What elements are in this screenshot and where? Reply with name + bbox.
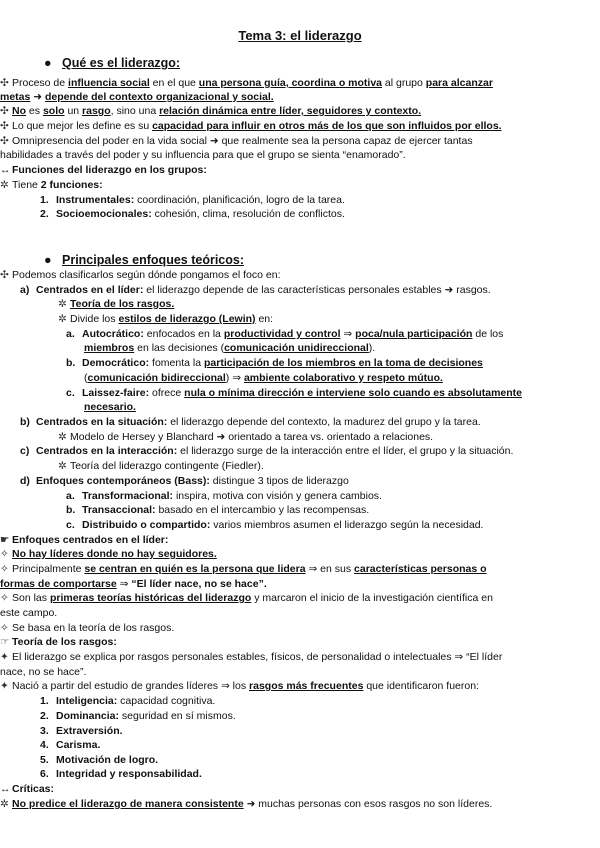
paragraph-line: nace, no se hace”. <box>0 666 87 678</box>
star-bullet-icon: ✲ <box>0 179 9 191</box>
list-item: 2. Dominancia: seguridad en sí mismos. <box>40 710 236 722</box>
paragraph-line: ✣ Omnipresencia del poder en la vida social ➜ que realmente sea la persona capaz de ejercer tantas <box>0 135 473 147</box>
section-heading-2: ● Principales enfoques teóricos: <box>44 253 244 267</box>
paragraph-line: habilidades a través del poder y su influencia para que el grupo se sienta “enamorado”. <box>0 149 406 161</box>
paragraph-line: ✣ No es solo un rasgo, sino una relación dinámica entre líder, seguidores y contexto. <box>0 105 422 117</box>
list-item-continuation: necesario. <box>84 401 136 413</box>
flower-bullet-icon: ✣ <box>0 105 9 117</box>
paragraph-line: ✦ Nació a partir del estudio de grandes líderes ⇒ los rasgos más frecuentes que identificaron fueron: <box>0 680 479 692</box>
list-item: d) Enfoques contemporáneos (Bass): distingue 3 tipos de liderazgo <box>20 475 349 487</box>
list-item-continuation: (comunicación bidireccional) ⇒ ambiente colaborativo y respeto mútuo. <box>84 372 443 384</box>
list-item: c. Laissez-faire: ofrece nula o mínima dirección e interviene solo cuando es absolutamente <box>66 387 522 399</box>
paragraph-line: ↔ Funciones del liderazgo en los grupos: <box>0 164 207 176</box>
star-bullet-icon: ✲ <box>58 298 67 310</box>
diamond-bullet-icon: ✧ <box>0 563 9 575</box>
four-point-star-icon: ✦ <box>0 680 9 692</box>
paragraph-line: ✲ Tiene 2 funciones: <box>0 179 103 191</box>
paragraph-line: ✦ El liderazgo se explica por rasgos personales estables, físicos, de personalidad o intelectuales ⇒ “El líder <box>0 651 503 663</box>
list-item: b) Centrados en la situación: el liderazgo depende del contexto, la madurez del grupo y la tarea. <box>20 416 481 428</box>
list-item: a. Transformacional: inspira, motiva con visión y genera cambios. <box>66 490 382 502</box>
list-item: 2. Socioemocionales: cohesión, clima, resolución de conflictos. <box>40 208 345 220</box>
star-bullet-icon: ✲ <box>58 460 67 472</box>
list-item: ✲ Divide los estilos de liderazgo (Lewin) en: <box>58 313 274 325</box>
paragraph-line: ☞ Teoría de los rasgos: <box>0 636 117 648</box>
star-bullet-icon: ✲ <box>58 313 67 325</box>
paragraph-line: ☛ Enfoques centrados en el líder: <box>0 534 169 546</box>
star-bullet-icon: ✲ <box>58 431 67 443</box>
paragraph-line: ↔ Críticas: <box>0 783 55 795</box>
list-item: c. Distribuido o compartido: varios miembros asumen el liderazgo según la necesidad. <box>66 519 484 531</box>
paragraph-line: ✣ Lo que mejor les define es su capacidad para influir en otros más de los que son influidos por ellos. <box>0 120 502 132</box>
list-item: ✲ Teoría del liderazgo contingente (Fiedler). <box>58 460 264 472</box>
section-heading-1: ● Qué es el liderazgo: <box>44 56 181 70</box>
list-item: 3. Extraversión. <box>40 725 123 737</box>
list-item-continuation: miembros en las decisiones (comunicación unidireccional). <box>84 342 376 354</box>
paragraph-line: ✧ Son las primeras teorías históricas del liderazgo y marcaron el inicio de la investigación científica en <box>0 592 493 604</box>
list-item: 1. Inteligencia: capacidad cognitiva. <box>40 695 216 707</box>
list-item: ✲ Teoría de los rasgos. <box>58 298 175 310</box>
list-item: a. Autocrático: enfocados en la productividad y control ⇒ poca/nula participación de los <box>66 328 504 340</box>
list-item: c) Centrados en la interacción: el liderazgo surge de la interacción entre el líder, el grupo y la situación. <box>20 445 514 457</box>
list-item: 6. Integridad y responsabilidad. <box>40 768 202 780</box>
page-title: Tema 3: el liderazgo <box>238 28 362 43</box>
list-item: 5. Motivación de logro. <box>40 754 159 766</box>
bullet-icon: ● <box>44 56 52 70</box>
paragraph-line: metas ➜ depende del contexto organizacional y social. <box>0 91 274 103</box>
flower-bullet-icon: ✣ <box>0 77 9 89</box>
paragraph-line: ✣ Podemos clasificarlos según dónde pongamos el foco en: <box>0 269 281 281</box>
paragraph-line: este campo. <box>0 607 58 619</box>
paragraph-line: ✲ No predice el liderazgo de manera consistente ➜ muchas personas con esos rasgos no son líderes. <box>0 798 493 810</box>
list-item: 4. Carisma. <box>40 739 101 751</box>
pointing-hand-icon: ☞ <box>0 636 10 648</box>
diamond-bullet-icon: ✧ <box>0 592 9 604</box>
bullet-icon: ● <box>44 253 52 267</box>
double-arrow-icon: ↔ <box>0 164 11 176</box>
list-item: ✲ Modelo de Hersey y Blanchard ➜ orientado a tarea vs. orientado a relaciones. <box>58 431 434 443</box>
list-item: b. Democrático: fomenta la participación de los miembros en la toma de decisiones <box>66 357 483 369</box>
paragraph-line: formas de comportarse ⇒ “El líder nace, no se hace”. <box>0 578 267 590</box>
star-bullet-icon: ✲ <box>0 798 9 810</box>
pointing-hand-icon: ☛ <box>0 534 10 546</box>
diamond-bullet-icon: ✧ <box>0 622 9 634</box>
list-item: b. Transaccional: basado en el intercambio y las recompensas. <box>66 504 370 516</box>
paragraph-line: ✧ No hay líderes donde no hay seguidores. <box>0 548 217 560</box>
paragraph-line: ✧ Se basa en la teoría de los rasgos. <box>0 622 175 634</box>
flower-bullet-icon: ✣ <box>0 269 9 281</box>
paragraph-line: ✧ Principalmente se centran en quién es la persona que lidera ⇒ en sus características personas o <box>0 563 487 575</box>
double-arrow-icon: ↔ <box>0 783 11 795</box>
four-point-star-icon: ✦ <box>0 651 9 663</box>
paragraph-line: ✣ Proceso de influencia social en el que una persona guía, coordina o motiva al grupo para alcanzar <box>0 77 493 89</box>
list-item: 1. Instrumentales: coordinación, planificación, logro de la tarea. <box>40 194 345 206</box>
flower-bullet-icon: ✣ <box>0 120 9 132</box>
flower-bullet-icon: ✣ <box>0 135 9 147</box>
list-item: a) Centrados en el líder: el liderazgo depende de las características personales estables ➜ rasgos. <box>20 284 491 296</box>
diamond-bullet-icon: ✧ <box>0 548 9 560</box>
